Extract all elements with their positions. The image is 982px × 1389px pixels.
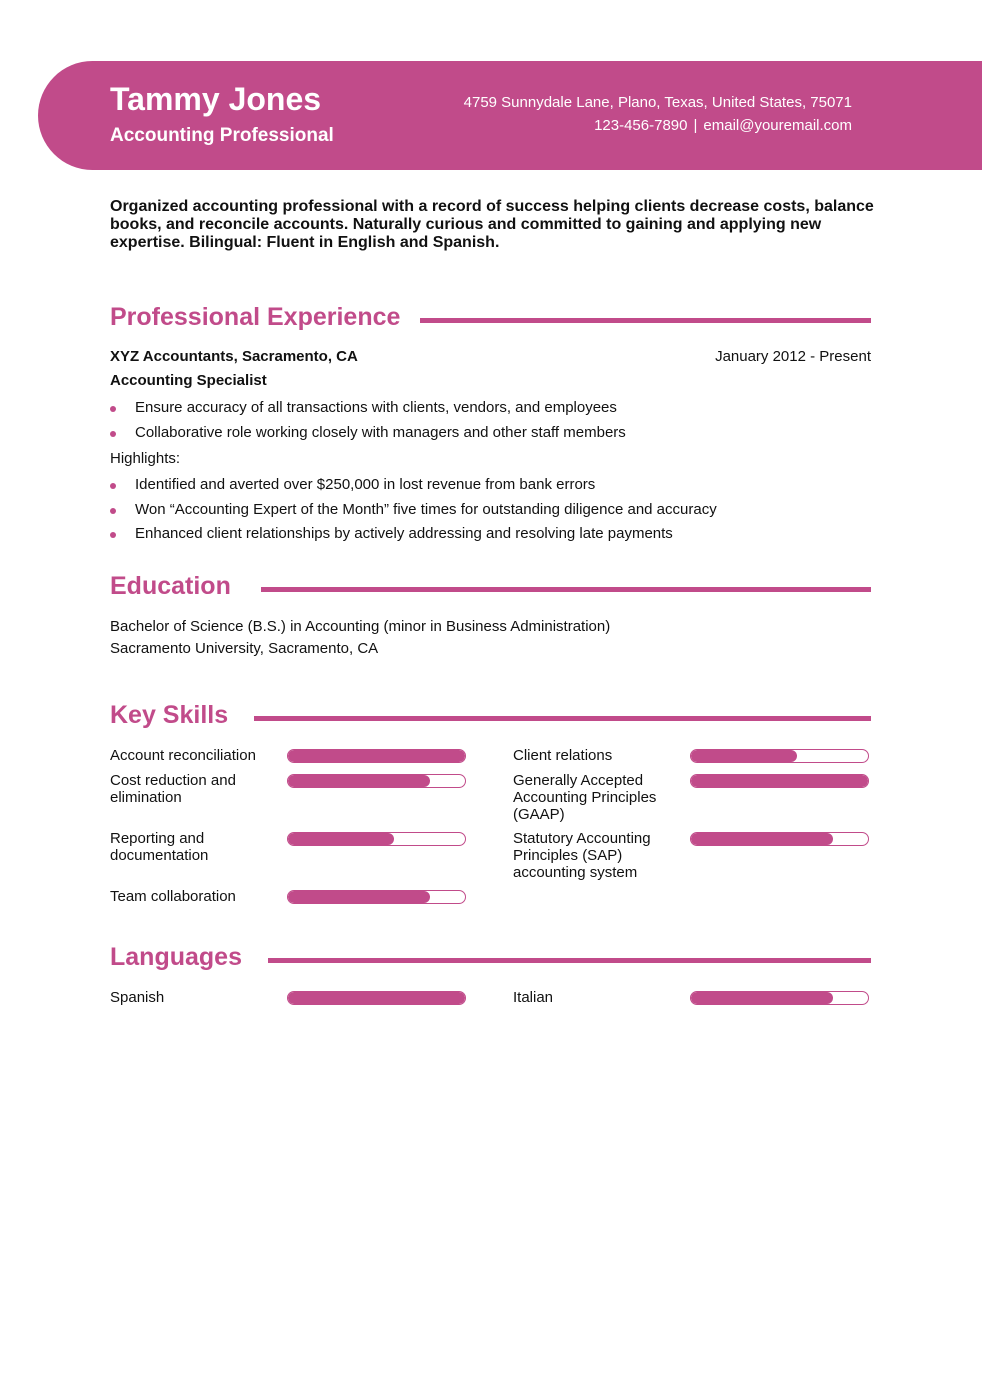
highlight-text: Won “Accounting Expert of the Month” five times for outstanding diligence and accuracy [135, 501, 717, 518]
summary: Organized accounting professional with a record of success helping clients decrease costs, balance books, and reconcile accounts. Naturally curious and committed to gaining and applying new expertise. Bilingual: Fluent in English and Spanish. [110, 198, 874, 251]
candidate-title: Accounting Professional [110, 125, 334, 146]
highlight-text: Identified and averted over $250,000 in lost revenue from bank errors [135, 476, 596, 493]
contact-info [464, 91, 852, 137]
company: XYZ Accountants, Sacramento, CA [110, 348, 358, 365]
highlight-text: Enhanced client relationships by actively addressing and resolving late payments [135, 525, 673, 542]
level-fill [691, 833, 833, 845]
skill-level-bar [690, 749, 869, 763]
languages-divider [268, 958, 871, 963]
skill-label: Client relations [513, 747, 613, 764]
level-fill [288, 750, 465, 762]
skills-divider [254, 716, 871, 721]
role: Accounting Specialist [110, 372, 267, 389]
level-fill [288, 891, 430, 903]
address: 4759 Sunnydale Lane, Plano, Texas, United States, 75071 [463, 94, 852, 111]
language-label: Spanish [110, 989, 165, 1006]
bullet-icon [110, 508, 116, 514]
experience-heading: Professional Experience [110, 303, 401, 331]
bullet-icon [110, 532, 116, 538]
skill-level-bar [690, 774, 869, 788]
duty-text: Ensure accuracy of all transactions with clients, vendors, and employees [135, 399, 617, 416]
level-fill [288, 775, 430, 787]
skill-label: Reporting and documentation [110, 830, 209, 864]
bullet-icon [110, 483, 116, 489]
skill-level-bar [287, 832, 466, 846]
skill-label: Team collaboration [110, 888, 236, 905]
skill-level-bar [690, 832, 869, 846]
duty-text: Collaborative role working closely with managers and other staff members [135, 424, 626, 441]
skill-label: Statutory Accounting Principles (SAP) accounting system [513, 830, 651, 881]
skill-level-bar [287, 890, 466, 904]
language-level-bar [690, 991, 869, 1005]
languages-heading: Languages [110, 943, 242, 971]
school: Sacramento University, Sacramento, CA [110, 640, 379, 657]
bullet-icon [110, 406, 116, 412]
level-fill [691, 775, 868, 787]
candidate-name: Tammy Jones [110, 81, 322, 117]
skill-label: Account reconciliation [110, 747, 256, 764]
level-fill [691, 750, 797, 762]
phone: 123-456-7890 [594, 117, 688, 134]
level-fill [288, 992, 465, 1004]
skill-level-bar [287, 749, 466, 763]
education-heading: Education [110, 572, 231, 600]
skills-heading: Key Skills [110, 701, 229, 729]
email-link[interactable]: email@youremail.com [703, 117, 852, 134]
skill-label: Generally Accepted Accounting Principles (GAAP) [513, 772, 657, 823]
bullet-icon [110, 431, 116, 437]
highlights-label: Highlights: [110, 450, 181, 467]
skill-level-bar [287, 774, 466, 788]
level-fill [288, 833, 394, 845]
language-level-bar [287, 991, 466, 1005]
employment-dates: January 2012 - Present [715, 348, 871, 365]
contact-separator: | [693, 117, 698, 134]
level-fill [691, 992, 833, 1004]
language-label: Italian [513, 989, 554, 1006]
degree: Bachelor of Science (B.S.) in Accounting (minor in Business Administration) [110, 618, 611, 635]
skill-label: Cost reduction and elimination [110, 772, 236, 806]
experience-divider [420, 318, 871, 323]
header-banner [38, 61, 982, 170]
education-divider [261, 587, 871, 592]
